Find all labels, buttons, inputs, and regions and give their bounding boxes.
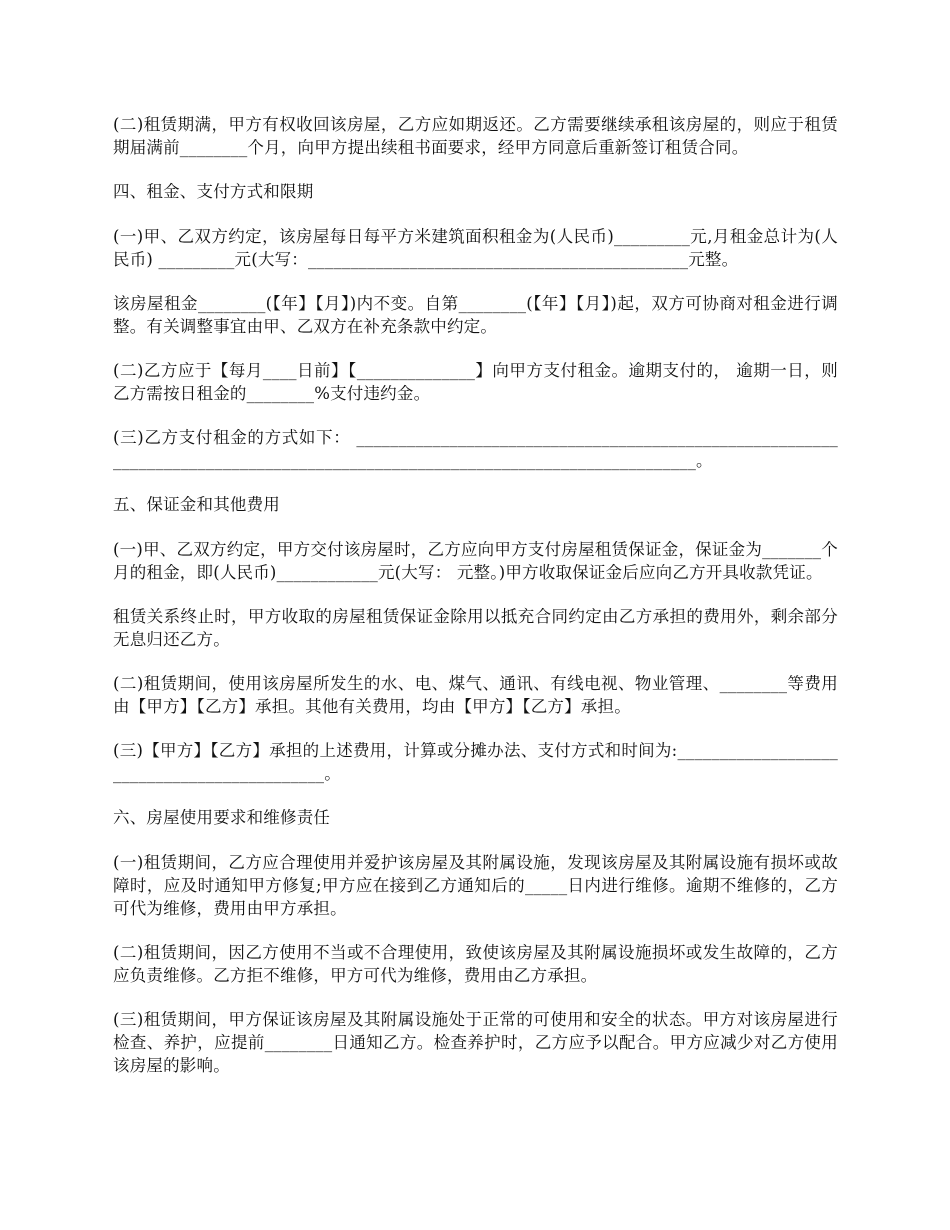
clause-deposit-amount: (一)甲、乙双方约定，甲方交付该房屋时，乙方应向甲方支付房屋租赁保证金，保证金为_______个月的租金，即(人民币)____________元(大写： 元整。)甲方收取保证金后应向乙方开具收款凭证。 — [113, 540, 838, 582]
clause-rent-amount: (一)甲、乙双方约定，该房屋每日每平方米建筑面积租金为(人民币)_________元,月租金总计为(人民币) _________元(大写：_____________________________________________元整。 — [113, 227, 838, 269]
clause-deposit-return: 租赁关系终止时，甲方收取的房屋租赁保证金除用以抵充合同约定由乙方承担的费用外，剩余部分无息归还乙方。 — [113, 607, 838, 649]
section-heading-deposit: 五、保证金和其他费用 — [113, 495, 280, 514]
clause-utility-fees: (二)租赁期间，使用该房屋所发生的水、电、煤气、通讯、有线电视、物业管理、________等费用由【甲方】【乙方】承担。其他有关费用，均由【甲方】【乙方】承担。 — [113, 674, 838, 716]
clause-tenant-repair: (二)租赁期间，因乙方使用不当或不合理使用，致使该房屋及其附属设施损坏或发生故障的，乙方应负责维修。乙方拒不维修，甲方可代为维修，费用由乙方承担。 — [113, 943, 838, 985]
section-heading-rent: 四、租金、支付方式和限期 — [113, 182, 314, 201]
clause-landlord-repair: (一)租赁期间，乙方应合理使用并爱护该房屋及其附属设施，发现该房屋及其附属设施有损坏或故障时，应及时通知甲方修复;甲方应在接到乙方通知后的_____日内进行维修。逾期不维修的，乙方可代为维修，费用由甲方承担。 — [113, 853, 838, 918]
clause-inspection: (三)租赁期间，甲方保证该房屋及其附属设施处于正常的可使用和安全的状态。甲方对该房屋进行检查、养护，应提前________日通知乙方。检查养护时，乙方应予以配合。甲方应减少对乙方使用该房屋的影响。 — [113, 1010, 838, 1075]
clause-fee-allocation: (三)【甲方】【乙方】承担的上述费用，计算或分摊办法、支付方式和时间为:____________________________________________。 — [113, 741, 838, 783]
section-heading-maintenance: 六、房屋使用要求和维修责任 — [113, 808, 331, 827]
clause-renewal: (二)租赁期满，甲方有权收回该房屋，乙方应如期返还。乙方需要继续承租该房屋的，则应于租赁期届满前________个月，向甲方提出续租书面要求，经甲方同意后重新签订租赁合同。 — [113, 115, 838, 157]
clause-rent-payment-method: (三)乙方支付租金的方式如下： ______________________________________________________________________________________________________________________________。 — [113, 428, 838, 470]
clause-rent-payment-date: (二)乙方应于【每月____日前】【______________】向甲方支付租金。逾期支付的， 逾期一日，则乙方需按日租金的________%支付违约金。 — [113, 361, 838, 403]
clause-rent-adjustment: 该房屋租金________(【年】【月】)内不变。自第________(【年】【月】)起，双方可协商对租金进行调整。有关调整事宜由甲、乙双方在补充条款中约定。 — [113, 294, 838, 336]
